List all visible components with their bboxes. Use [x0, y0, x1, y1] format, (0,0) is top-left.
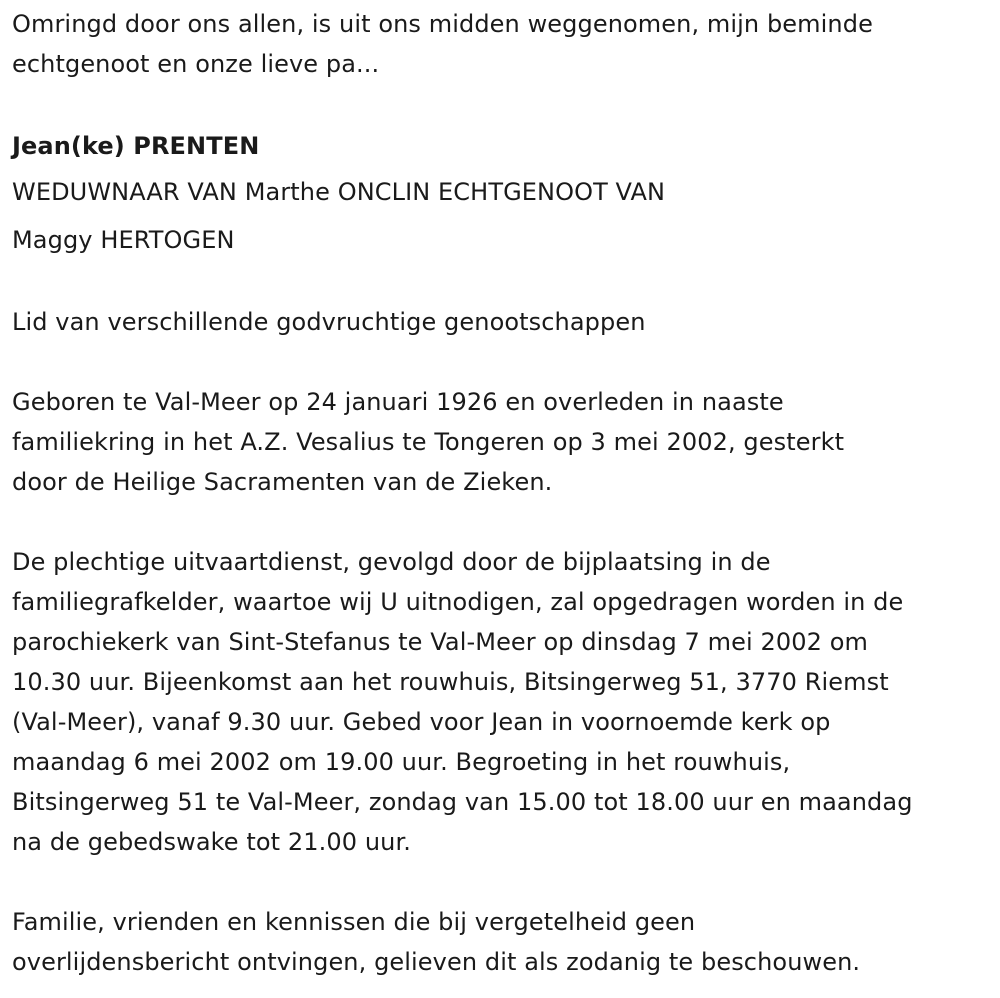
ceremony-line: Bitsingerweg 51 te Val-Meer, zondag van 15.00 tot 18.00 uur en maandag: [12, 788, 913, 816]
spacer: [12, 502, 992, 542]
birth-death-paragraph: [12, 382, 992, 502]
membership-line: Lid van verschillende godvruchtige genootschappen: [12, 308, 646, 336]
intro-paragraph: [12, 4, 992, 84]
relation-line: WEDUWNAAR VAN Marthe ONCLIN ECHTGENOOT VAN: [12, 178, 666, 206]
ceremony-line: familiegrafkelder, waartoe wij U uitnodigen, zal opgedragen worden in de: [12, 588, 904, 616]
closing-line: overlijdensbericht ontvingen, gelieven dit als zodanig te beschouwen.: [12, 948, 861, 976]
spacer: [12, 862, 992, 902]
deceased-name: Jean(ke) PRENTEN: [12, 132, 260, 160]
closing-paragraph: [12, 902, 992, 982]
relation-line: Maggy HERTOGEN: [12, 226, 235, 254]
ceremony-line: 10.30 uur. Bijeenkomst aan het rouwhuis, Bitsingerweg 51, 3770 Riemst: [12, 668, 889, 696]
ceremony-line: maandag 6 mei 2002 om 19.00 uur. Begroeting in het rouwhuis,: [12, 748, 791, 776]
closing-line: Familie, vrienden en kennissen die bij vergetelheid geen: [12, 908, 696, 936]
obituary-document: [12, 4, 992, 982]
intro-line: Omringd door ons allen, is uit ons midden weggenomen, mijn beminde: [12, 10, 873, 38]
birth-death-line: door de Heilige Sacramenten van de Zieken.: [12, 468, 553, 496]
birth-death-line: familiekring in het A.Z. Vesalius te Tongeren op 3 mei 2002, gesterkt: [12, 428, 845, 456]
intro-line: echtgenoot en onze lieve pa...: [12, 50, 380, 78]
spacer: [12, 264, 992, 302]
spacer: [12, 342, 992, 382]
ceremony-line: parochiekerk van Sint-Stefanus te Val-Meer op dinsdag 7 mei 2002 om: [12, 628, 868, 656]
ceremony-line: (Val-Meer), vanaf 9.30 uur. Gebed voor Jean in voornoemde kerk op: [12, 708, 831, 736]
birth-death-line: Geboren te Val-Meer op 24 januari 1926 en overleden in naaste: [12, 388, 784, 416]
ceremony-paragraph: [12, 542, 992, 862]
ceremony-line: na de gebedswake tot 21.00 uur.: [12, 828, 411, 856]
relations-block: [12, 168, 992, 264]
ceremony-line: De plechtige uitvaartdienst, gevolgd door de bijplaatsing in de: [12, 548, 771, 576]
